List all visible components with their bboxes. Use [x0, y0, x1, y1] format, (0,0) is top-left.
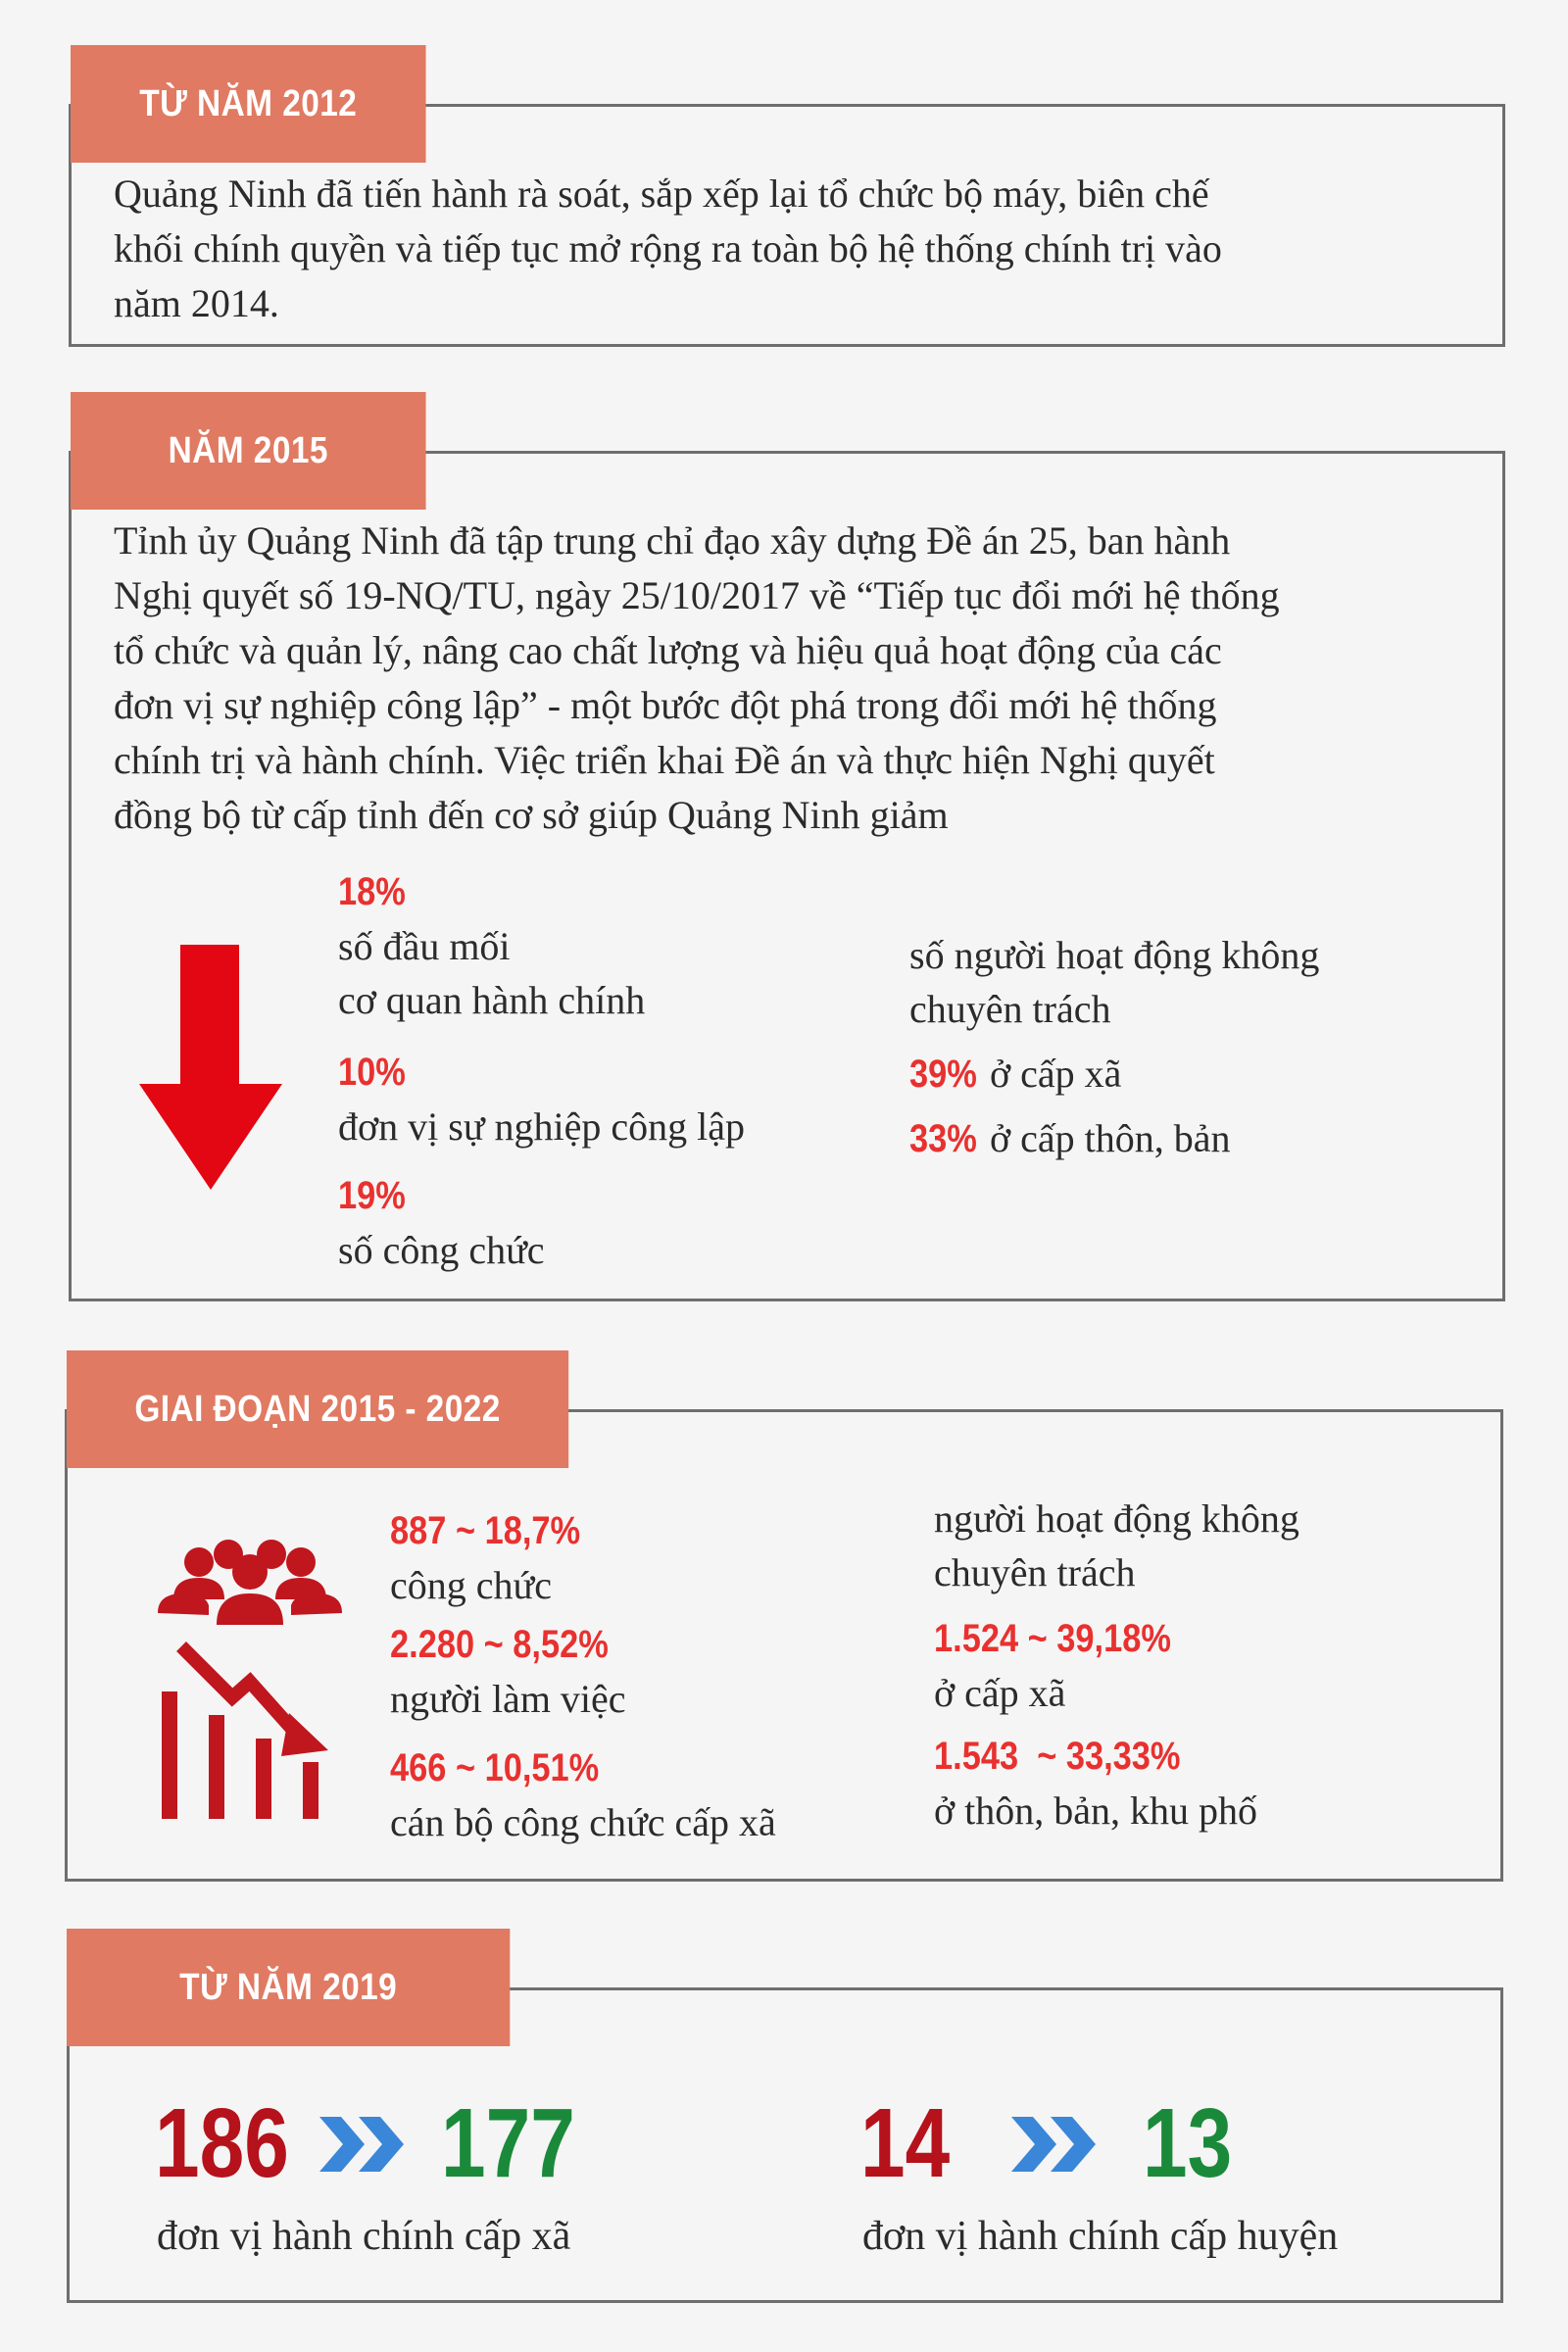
stat-value: 33%	[909, 1117, 977, 1160]
section-2012-text	[114, 167, 1222, 331]
stat-label: cơ quan hành chính	[338, 978, 646, 1022]
text-line: Nghị quyết số 19-NQ/TU, ngày 25/10/2017 về “Tiếp tục đổi mới hệ thống	[114, 573, 1280, 617]
stat-label: đơn vị sự nghiệp công lập	[338, 1104, 745, 1149]
stat-label: cán bộ công chức cấp xã	[390, 1800, 776, 1844]
double-chevron-right-icon	[1011, 2117, 1100, 2172]
stat-value: 466 ~ 10,51%	[390, 1746, 600, 1789]
stat-value: 19%	[338, 1174, 406, 1217]
stat-2280	[390, 1617, 644, 1726]
stat-466	[390, 1740, 776, 1849]
heading-line: số người hoạt động không	[909, 933, 1320, 977]
stat-value: 18%	[338, 870, 406, 913]
text-line: tổ chức và quản lý, nâng cao chất lượng và hiệu quả hoạt động của các	[114, 628, 1222, 672]
right-heading-2015-2022	[934, 1492, 1299, 1599]
section-2015-text	[114, 514, 1280, 843]
stat-10	[338, 1045, 745, 1153]
stat-label: người làm việc	[390, 1677, 626, 1721]
stat-1543	[934, 1729, 1257, 1838]
stat-39	[909, 1047, 1121, 1102]
heading-line: chuyên trách	[909, 987, 1111, 1031]
down-arrow-icon	[139, 945, 282, 1190]
text-line: Tỉnh ủy Quảng Ninh đã tập trung chỉ đạo xây dựng Đề án 25, ban hành	[114, 518, 1231, 563]
right-heading-2015	[909, 928, 1319, 1036]
section-2019-tag: TỪ NĂM 2019	[67, 1929, 510, 2046]
stat-value: 39%	[909, 1053, 977, 1096]
stat-value: 1.543 ~ 33,33%	[934, 1735, 1181, 1778]
stat-label: số đầu mối	[338, 924, 511, 968]
text-line: đơn vị sự nghiệp công lập” - một bước đột phá trong đổi mới hệ thống	[114, 683, 1217, 727]
stat-19	[338, 1168, 545, 1277]
section-2012-tag: TỪ NĂM 2012	[71, 45, 426, 163]
heading-line: chuyên trách	[934, 1550, 1136, 1594]
heading-line: người hoạt động không	[934, 1496, 1299, 1541]
stat-value: 2.280 ~ 8,52%	[390, 1623, 609, 1666]
stat-value: 10%	[338, 1051, 406, 1094]
stat-value: 887 ~ 18,7%	[390, 1509, 581, 1552]
district-label: đơn vị hành chính cấp huyện	[862, 2214, 1339, 2259]
double-chevron-right-icon	[319, 2117, 408, 2172]
stat-label: ở thôn, bản, khu phố	[934, 1788, 1258, 1833]
stat-18	[338, 864, 645, 1027]
commune-from-value: 186	[155, 2088, 289, 2198]
text-line: chính trị và hành chính. Việc triển khai Đề án và thực hiện Nghị quyết	[114, 738, 1215, 782]
text-line: khối chính quyền và tiếp tục mở rộng ra toàn bộ hệ thống chính trị vào	[114, 226, 1222, 270]
text-line: Quảng Ninh đã tiến hành rà soát, sắp xếp lại tổ chức bộ máy, biên chế	[114, 172, 1209, 216]
stat-label: ở cấp xã	[990, 1052, 1122, 1096]
stat-label: công chức	[390, 1563, 552, 1607]
text-line: đồng bộ từ cấp tỉnh đến cơ sở giúp Quảng Ninh giảm	[114, 793, 949, 837]
stat-887	[390, 1503, 612, 1612]
people-decline-chart-icon	[152, 1529, 348, 1823]
stat-label: ở cấp xã	[934, 1671, 1066, 1715]
stat-label: ở cấp thôn, bản	[990, 1116, 1231, 1160]
section-2015-2022-tag: GIAI ĐOẠN 2015 - 2022	[67, 1350, 568, 1468]
stat-1524	[934, 1611, 1209, 1720]
district-from-value: 14	[860, 2088, 951, 2198]
commune-label: đơn vị hành chính cấp xã	[157, 2214, 571, 2259]
district-to-value: 13	[1143, 2088, 1233, 2198]
stat-33	[909, 1111, 1231, 1166]
stat-label: số công chức	[338, 1228, 545, 1272]
stat-value: 1.524 ~ 39,18%	[934, 1617, 1171, 1660]
section-2015-tag: NĂM 2015	[71, 392, 426, 510]
commune-to-value: 177	[441, 2088, 575, 2198]
text-line: năm 2014.	[114, 281, 279, 325]
